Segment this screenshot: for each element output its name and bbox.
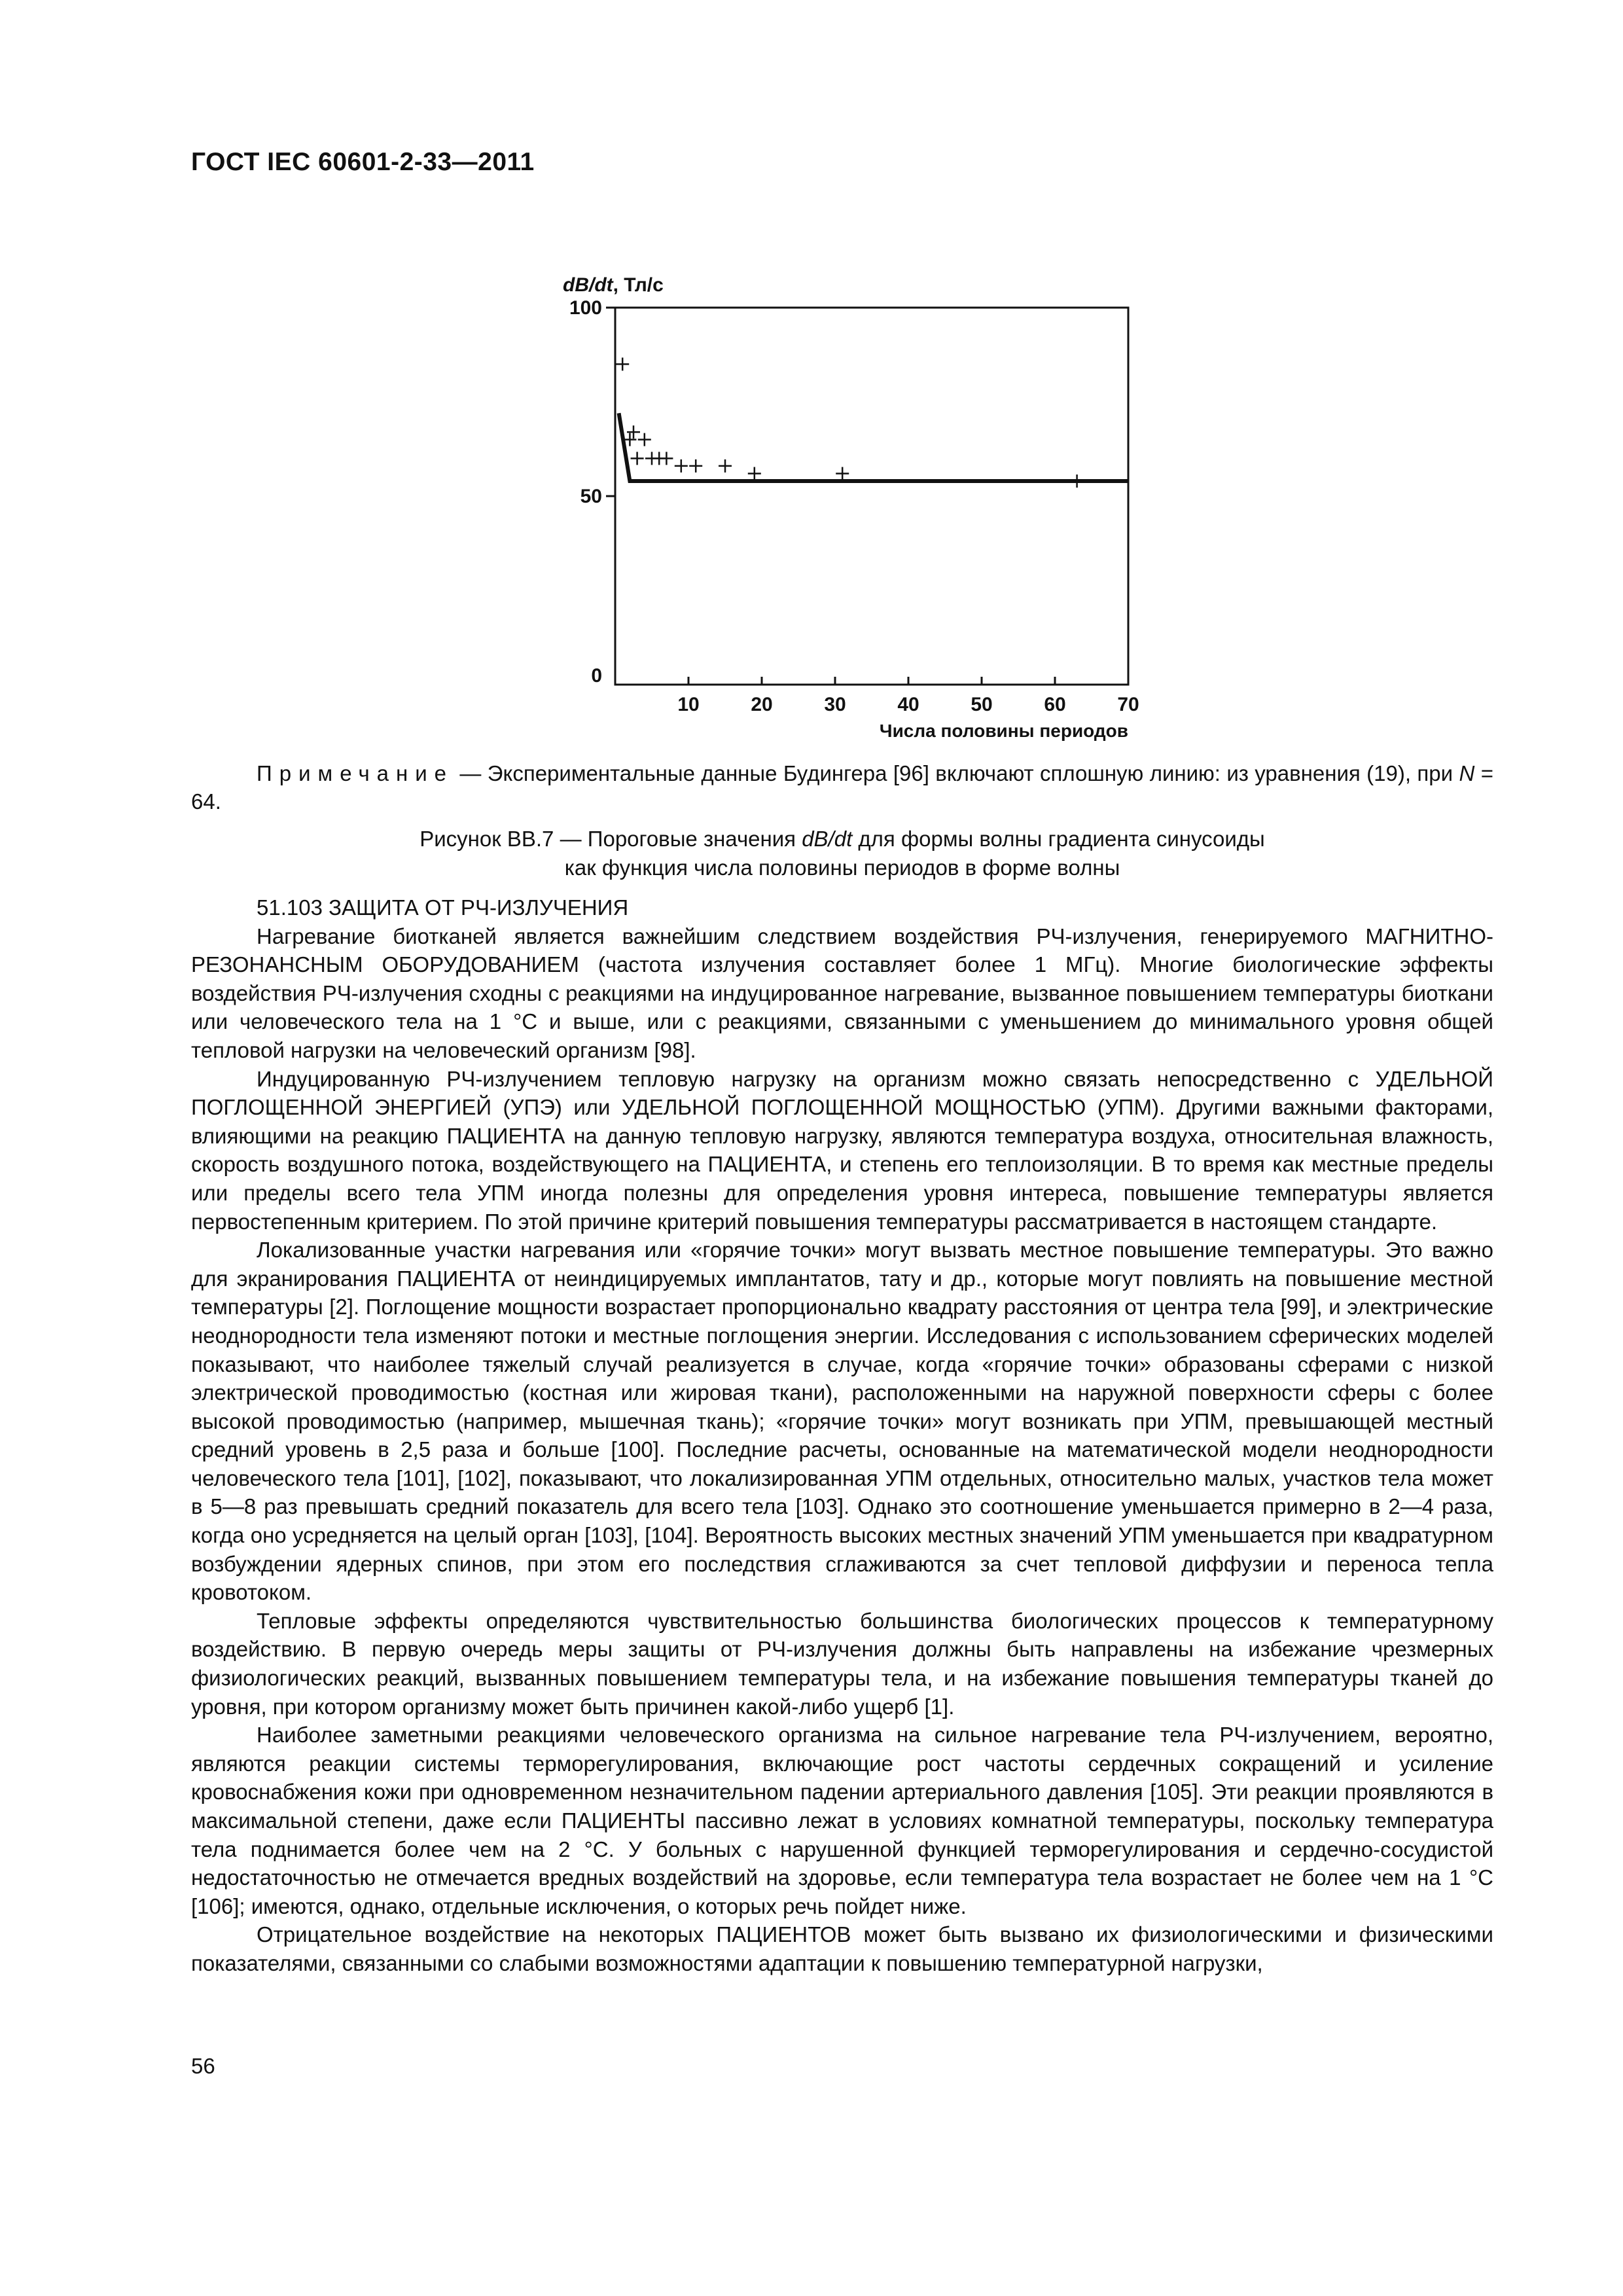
note-variable: N <box>1459 761 1475 785</box>
chart-x-tick-label: 60 <box>1044 694 1066 715</box>
chart-data-point <box>836 467 849 480</box>
chart-x-tick-label: 70 <box>1117 694 1139 715</box>
paragraph: Локализованные участки нагревания или «горячие точки» могут вызвать местное повышение температуры. Это важно для экранирования ПАЦИЕНТА от неиндицируемых имплантатов, тату и др., которые могут повлиять на повышение местной температуры [2]. Поглощение мощности возрастает пропорционально квадрату расстояния от центра тела [99], и электрические неоднородности тела изменяют потоки и местные поглощения энергии. Исследования с использованием сферических моделей показывают, что наиболее тяжелый случай реализуется в случае, когда «горячие точки» образованы сферами с низкой электрической проводимостью (костная или жировая ткани), расположенными на наружной поверхности сферы с более высокой проводимостью (например, мышечная ткань); «горячие точки» могут возникать при УПМ, превышающей местный средний уровень в 2,5 раза и больше [100]. Последние расчеты, основанные на математической модели неоднородности человеческого тела [101], [102], показывают, что локализированная УПМ отдельных, относительно малых, участков тела может в 5—8 раз превышать средний показатель для всего тела [103]. Однако это соотношение уменьшается примерно в 2—4 раза, когда оно усредняется на целый орган [103], [104]. Вероятность высоких местных значений УПМ уменьшается при квадратурном возбуждении ядерных спинов, при этом его последствия сглаживаются за счет тепловой диффузии и переноса тепла кровотоком. <box>191 1238 1493 1605</box>
paragraph: Наиболее заметными реакциями человеческого организма на сильное нагревание тела РЧ-излучением, вероятно, являются реакции системы терморегулирования, включающие рост частоты сердечных сокращений и усиление кровоснабжения кожи при одновременном незначительном падении артериального давления [105]. Эти реакции проявляются в максимальной степени, даже если ПАЦИЕНТЫ пассивно лежат в условиях комнатной температуры, поскольку температура тела поднимается более чем на 2 °C. У больных с нарушенной функцией терморегулирования и сердечно-сосудистой недостаточностью не отмечается вредных воздействий на здоровье, если температура тела возрастает не более чем на 1 °C [106]; имеются, однако, отдельные исключения, о которых речь пойдет ниже. <box>191 1723 1493 1918</box>
chart-data-point <box>616 357 629 370</box>
chart-x-tick-label: 30 <box>824 694 846 715</box>
chart-data-point <box>627 425 640 439</box>
note-label: Примечание <box>257 761 454 785</box>
chart-plot-frame <box>615 308 1128 685</box>
chart-data-point <box>675 459 688 473</box>
chart-ticks <box>569 297 1139 715</box>
chart-data-point <box>1071 475 1084 488</box>
caption-prefix: Рисунок ВВ.7 — Пороговые значения <box>419 827 802 851</box>
note-tail: = 64. <box>191 761 1493 814</box>
chart-y-axis-label-unit: , Тл/с <box>613 274 664 296</box>
chart-x-axis-label: Числа половины периодов <box>879 721 1128 741</box>
chart-y-axis-label-var: dB/dt <box>563 274 613 296</box>
chart-y-tick-label: 0 <box>591 665 602 687</box>
chart-data-point <box>719 459 732 473</box>
paragraph: Отрицательное воздействие на некоторых ПАЦИЕНТОВ может быть вызвано их физиологическими и физическими показателями, связанными со слабыми возможностями адаптации к повышению температурной нагрузки, <box>191 1922 1493 1975</box>
chart-marks <box>616 357 1128 488</box>
figure-chart <box>537 259 1165 756</box>
caption-line-1 <box>191 825 1493 853</box>
figure-note <box>191 759 1493 816</box>
chart-y-tick-label: 100 <box>569 297 602 319</box>
section-heading: 51.103 ЗАЩИТА ОТ РЧ-ИЗЛУЧЕНИЯ <box>257 895 629 920</box>
figure-caption <box>191 825 1493 882</box>
document-body <box>191 893 1493 1978</box>
chart-data-point <box>638 433 651 446</box>
chart-y-tick-label: 50 <box>580 486 602 507</box>
paragraph: Нагревание биотканей является важнейшим следствием воздействия РЧ-излучения, генерируемого МАГНИТНО-РЕЗОНАНСНЫМ ОБОРУДОВАНИЕМ (частота излучения составляет более 1 МГц). Многие биологические эффекты воздействия РЧ-излучения сходны с реакциями на индуцированное нагревание, вызванное повышением температуры биоткани или человеческого тела на 1 °C и выше, или с реакциями, связанными с уменьшением до минимального уровня общей тепловой нагрузки на человеческий организм [98]. <box>191 924 1493 1062</box>
chart-data-point <box>660 452 673 465</box>
chart-x-tick-label: 40 <box>897 694 919 715</box>
caption-line-2: как функция числа половины периодов в форме волны <box>564 855 1120 880</box>
caption-variable: dB/dt <box>802 827 853 851</box>
chart-data-point <box>689 459 702 473</box>
chart-data-point <box>631 452 644 465</box>
chart-x-tick-label: 20 <box>751 694 773 715</box>
paragraph: Тепловые эффекты определяются чувствительностью большинства биологических процессов к температурному воздействию. В первую очередь меры защиты от РЧ-излучения должны быть направлены на избежание чрезмерных физиологических реакций, вызванных повышением температуры тела, и на избежание повышения температуры тканей до уровня, при котором организму может быть причинен какой-либо ущерб [1]. <box>191 1608 1493 1719</box>
chart-svg <box>537 259 1165 756</box>
chart-y-axis-label <box>563 274 664 296</box>
document-header: ГОСТ IEC 60601-2-33—2011 <box>191 148 535 176</box>
chart-x-tick-label: 50 <box>971 694 993 715</box>
note-text: — Экспериментальные данные Будингера [96] включают сплошную линию: из уравнения (19), при <box>454 761 1459 785</box>
caption-suffix: для формы волны градиента синусоиды <box>852 827 1265 851</box>
page-number: 56 <box>191 2054 215 2078</box>
chart-x-tick-label: 10 <box>677 694 700 715</box>
paragraph: Индуцированную РЧ-излучением тепловую нагрузку на организм можно связать непосредственно с УДЕЛЬНОЙ ПОГЛОЩЕННОЙ ЭНЕРГИЕЙ (УПЭ) или УДЕЛЬНОЙ ПОГЛОЩЕННОЙ МОЩНОСТЬЮ (УПМ). Другими важными факторами, влияющими на реакцию ПАЦИЕНТА на данную тепловую нагрузку, являются температура воздуха, относительная влажность, скорость воздушного потока, воздействующего на ПАЦИЕНТА, и степень его теплоизоляции. В то время как местные пределы или пределы всего тела УПМ иногда полезны для определения уровня интереса, повышение температуры является первостепенным критерием. По этой причине критерий повышения температуры рассматривается в настоящем стандарте. <box>191 1066 1493 1234</box>
chart-data-point <box>748 467 761 480</box>
